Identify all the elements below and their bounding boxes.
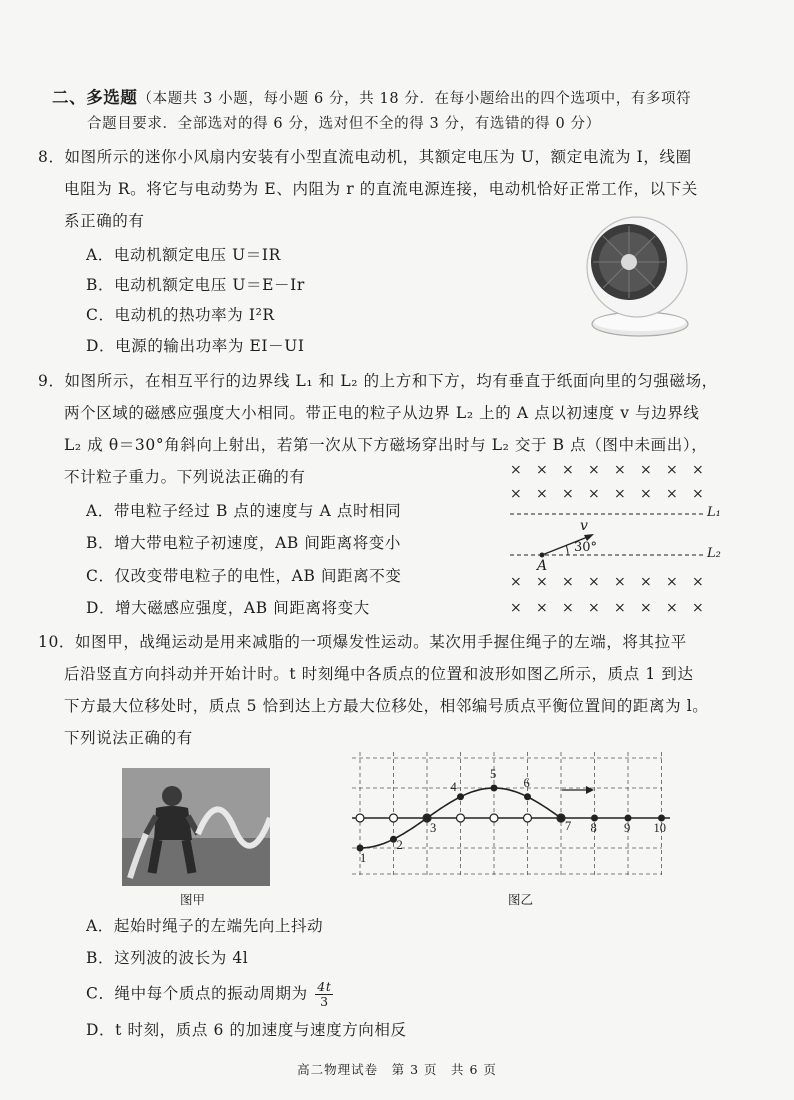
particle-label: 8 [590, 821, 597, 835]
q8-stem-line3: 系正确的有 [64, 212, 145, 230]
q10-option-c-text: C．绳中每个质点的振动周期为 [86, 984, 308, 1003]
field-cross: × [562, 462, 574, 478]
field-cross: × [666, 486, 678, 502]
label-angle: 30° [574, 540, 598, 555]
q8-option-d[interactable]: D．电源的输出功率为 EI－UI [86, 337, 305, 355]
q10-stem-line2: 后沿竖直方向抖动并开始计时。t 时刻绳中各质点的位置和波形如图乙所示，质点 1 到达 [64, 665, 694, 683]
page-footer: 高二物理试卷 第 3 页 共 6 页 [297, 1062, 497, 1077]
angle-arc [566, 545, 568, 555]
particle-label: 10 [653, 821, 666, 835]
magnetic-field-figure [500, 456, 730, 616]
fraction [315, 980, 333, 1009]
field-cross: × [614, 574, 626, 590]
q9-option-b[interactable]: B．增大带电粒子初速度，AB 间距离将变小 [86, 534, 402, 552]
section-title: 二、多选题 [52, 88, 138, 107]
fan-image [585, 212, 690, 342]
q8-stem-line1: 8．如图所示的迷你小风扇内安装有小型直流电动机，其额定电压为 U，额定电流为 I，线圈 [38, 148, 692, 166]
wave-diagram [352, 748, 674, 880]
field-cross: × [588, 600, 600, 616]
q9-stem-line3: L₂ 成 θ＝30°角斜向上射出，若第一次从下方磁场穿出时与 L₂ 交于 B 点（图中未画出）， [64, 436, 708, 454]
field-cross: × [640, 600, 652, 616]
field-cross: × [692, 486, 704, 502]
wave-particle [524, 793, 531, 800]
q10-option-b[interactable]: B．这列波的波长为 4l [86, 949, 249, 967]
label-l2: L₂ [707, 546, 721, 561]
equilibrium-circle [524, 814, 532, 822]
label-a: A [537, 558, 548, 574]
section-instructions-line2: 合题目要求．全部选对的得 6 分，选对但不全的得 3 分，有选错的得 0 分） [87, 116, 601, 132]
particle-label: 3 [430, 821, 437, 835]
section-instructions-line1: （本题共 3 小题，每小题 6 分，共 18 分．在每小题给出的四个选项中，有多项符 [137, 91, 692, 107]
field-cross: × [692, 462, 704, 478]
person-head [162, 786, 182, 806]
q9-stem-line4: 不计粒子重力。下列说法正确的有 [64, 468, 306, 486]
field-cross: × [536, 574, 548, 590]
battle-rope-photo [122, 768, 270, 886]
field-cross: × [614, 462, 626, 478]
wave-particle [457, 793, 464, 800]
propagation-arrowhead [586, 786, 594, 794]
q10-option-d[interactable]: D．t 时刻，质点 6 的加速度与速度方向相反 [86, 1021, 407, 1039]
q8-option-b[interactable]: B．电动机额定电压 U＝E－Ir [86, 276, 305, 294]
field-cross: × [692, 574, 704, 590]
q8-stem-line2: 电阻为 R。将它与电动势为 E、内阻为 r 的直流电源连接，电动机恰好正常工作，以下关 [64, 180, 698, 198]
q10-option-a[interactable]: A．起始时绳子的左端先向上抖动 [86, 917, 324, 935]
q9-stem-line1: 9．如图所示，在相互平行的边界线 L₁ 和 L₂ 的上方和下方，均有垂直于纸面向里的匀强磁场， [38, 372, 718, 390]
field-cross: × [588, 462, 600, 478]
field-cross: × [510, 574, 522, 590]
field-cross: × [562, 574, 574, 590]
equilibrium-circle [457, 814, 465, 822]
wave-particle [491, 785, 498, 792]
field-cross: × [588, 486, 600, 502]
q9-option-c[interactable]: C．仅改变带电粒子的电性，AB 间距离不变 [86, 567, 402, 585]
field-cross: × [536, 600, 548, 616]
particle-label: 2 [396, 838, 403, 853]
q8-option-a[interactable]: A．电动机额定电压 U＝IR [86, 246, 281, 264]
equilibrium-circle [390, 814, 398, 822]
field-cross: × [640, 462, 652, 478]
field-cross: × [666, 574, 678, 590]
field-cross: × [640, 486, 652, 502]
fraction-numerator: 4t [317, 979, 332, 994]
particle-label: 5 [490, 767, 497, 781]
q9-option-d[interactable]: D．增大磁感应强度，AB 间距离将变大 [86, 599, 370, 617]
field-cross: × [536, 486, 548, 502]
q8-option-c[interactable]: C．电动机的热功率为 I²R [86, 306, 275, 324]
field-cross: × [692, 600, 704, 616]
point-a [540, 553, 545, 558]
field-cross: × [536, 462, 548, 478]
q10-stem-line3: 下方最大位移处时，质点 5 恰到达上方最大位移处，相邻编号质点平衡位置间的距离为 l。 [64, 697, 709, 715]
q10-stem-line4: 下列说法正确的有 [64, 729, 193, 747]
label-l1: L₁ [707, 505, 721, 520]
field-cross: × [614, 600, 626, 616]
particle-label: 1 [360, 851, 367, 865]
field-cross: × [510, 486, 522, 502]
field-diagram-lines [500, 456, 730, 616]
field-cross: × [666, 600, 678, 616]
field-cross: × [562, 486, 574, 502]
field-cross: × [640, 574, 652, 590]
person-body [154, 806, 192, 840]
equilibrium-circle [356, 814, 364, 822]
field-cross: × [510, 600, 522, 616]
field-cross: × [614, 486, 626, 502]
q9-option-a[interactable]: A．带电粒子经过 B 点的速度与 A 点时相同 [86, 502, 402, 520]
section-header [52, 84, 691, 108]
q10-option-c[interactable] [86, 980, 333, 1009]
caption-jia: 图甲 [180, 892, 206, 907]
caption-yi: 图乙 [508, 892, 534, 907]
particle-label: 6 [523, 775, 530, 790]
fan-hub [621, 254, 637, 270]
label-v: v [580, 518, 588, 534]
particle-label: 9 [624, 821, 631, 835]
field-cross: × [562, 600, 574, 616]
equilibrium-circle [490, 814, 498, 822]
field-cross: × [666, 462, 678, 478]
fraction-denominator: 3 [320, 994, 329, 1009]
particle-label: 4 [450, 779, 457, 794]
q10-stem-line1: 10．如图甲，战绳运动是用来减脂的一项爆发性运动。某次用手握住绳子的左端，将其拉平 [38, 633, 687, 651]
q9-stem-line2: 两个区域的磁感应强度大小相同。带正电的粒子从边界 L₂ 上的 A 点以初速度 v 与边界线 [64, 404, 700, 422]
field-cross: × [588, 574, 600, 590]
wave-particle [558, 815, 565, 822]
particle-label: 7 [565, 819, 572, 833]
field-cross: × [510, 462, 522, 478]
